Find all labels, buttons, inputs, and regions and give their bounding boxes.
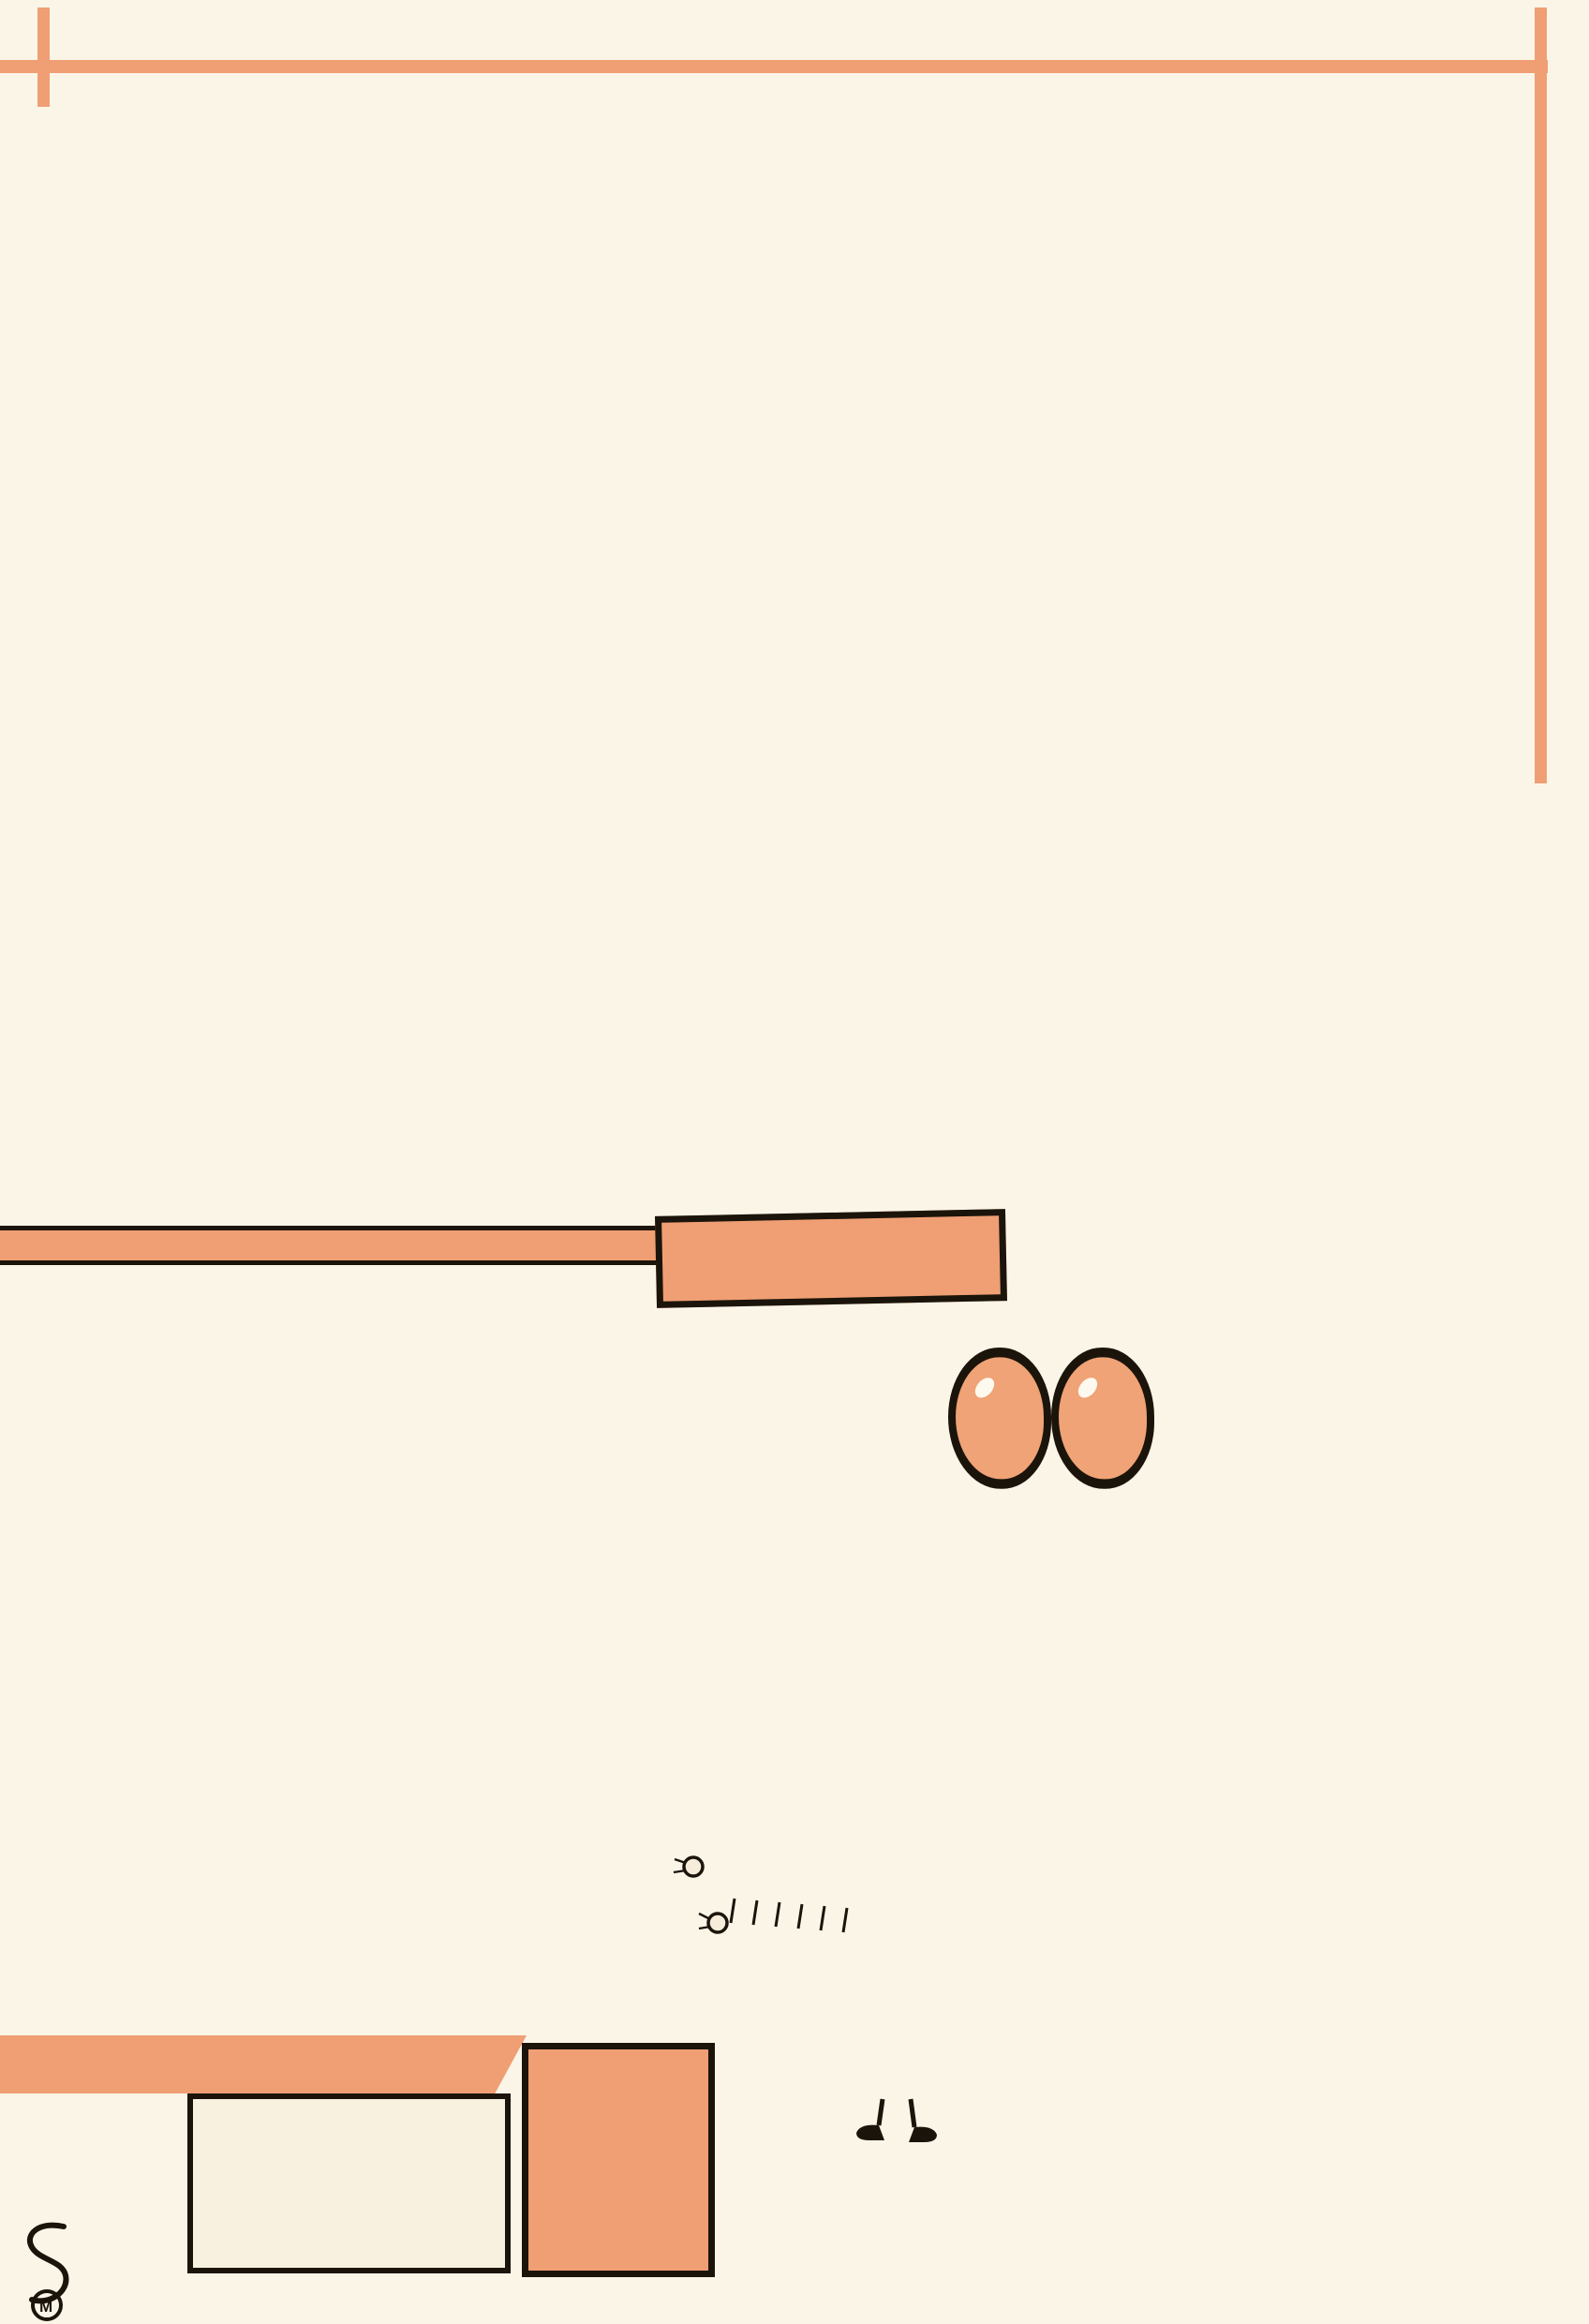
letter-v-tile <box>522 2043 715 2277</box>
left-orange-rule <box>37 7 50 107</box>
sammelspiel-banner <box>0 2035 527 2093</box>
svg-text:M: M <box>39 2298 53 2316</box>
game-card <box>187 2093 511 2273</box>
publisher-logo <box>11 2219 96 2324</box>
raetsel-banner <box>655 1209 1007 1308</box>
apple-letter-o <box>948 1348 1051 1489</box>
forest-illustration-band <box>0 773 1589 1191</box>
apple-letter-o <box>1051 1348 1154 1489</box>
story-column-right <box>846 155 1539 815</box>
top-orange-rule <box>0 60 1548 73</box>
story-column-left <box>89 155 812 815</box>
oktober-poem <box>959 1479 1503 1500</box>
